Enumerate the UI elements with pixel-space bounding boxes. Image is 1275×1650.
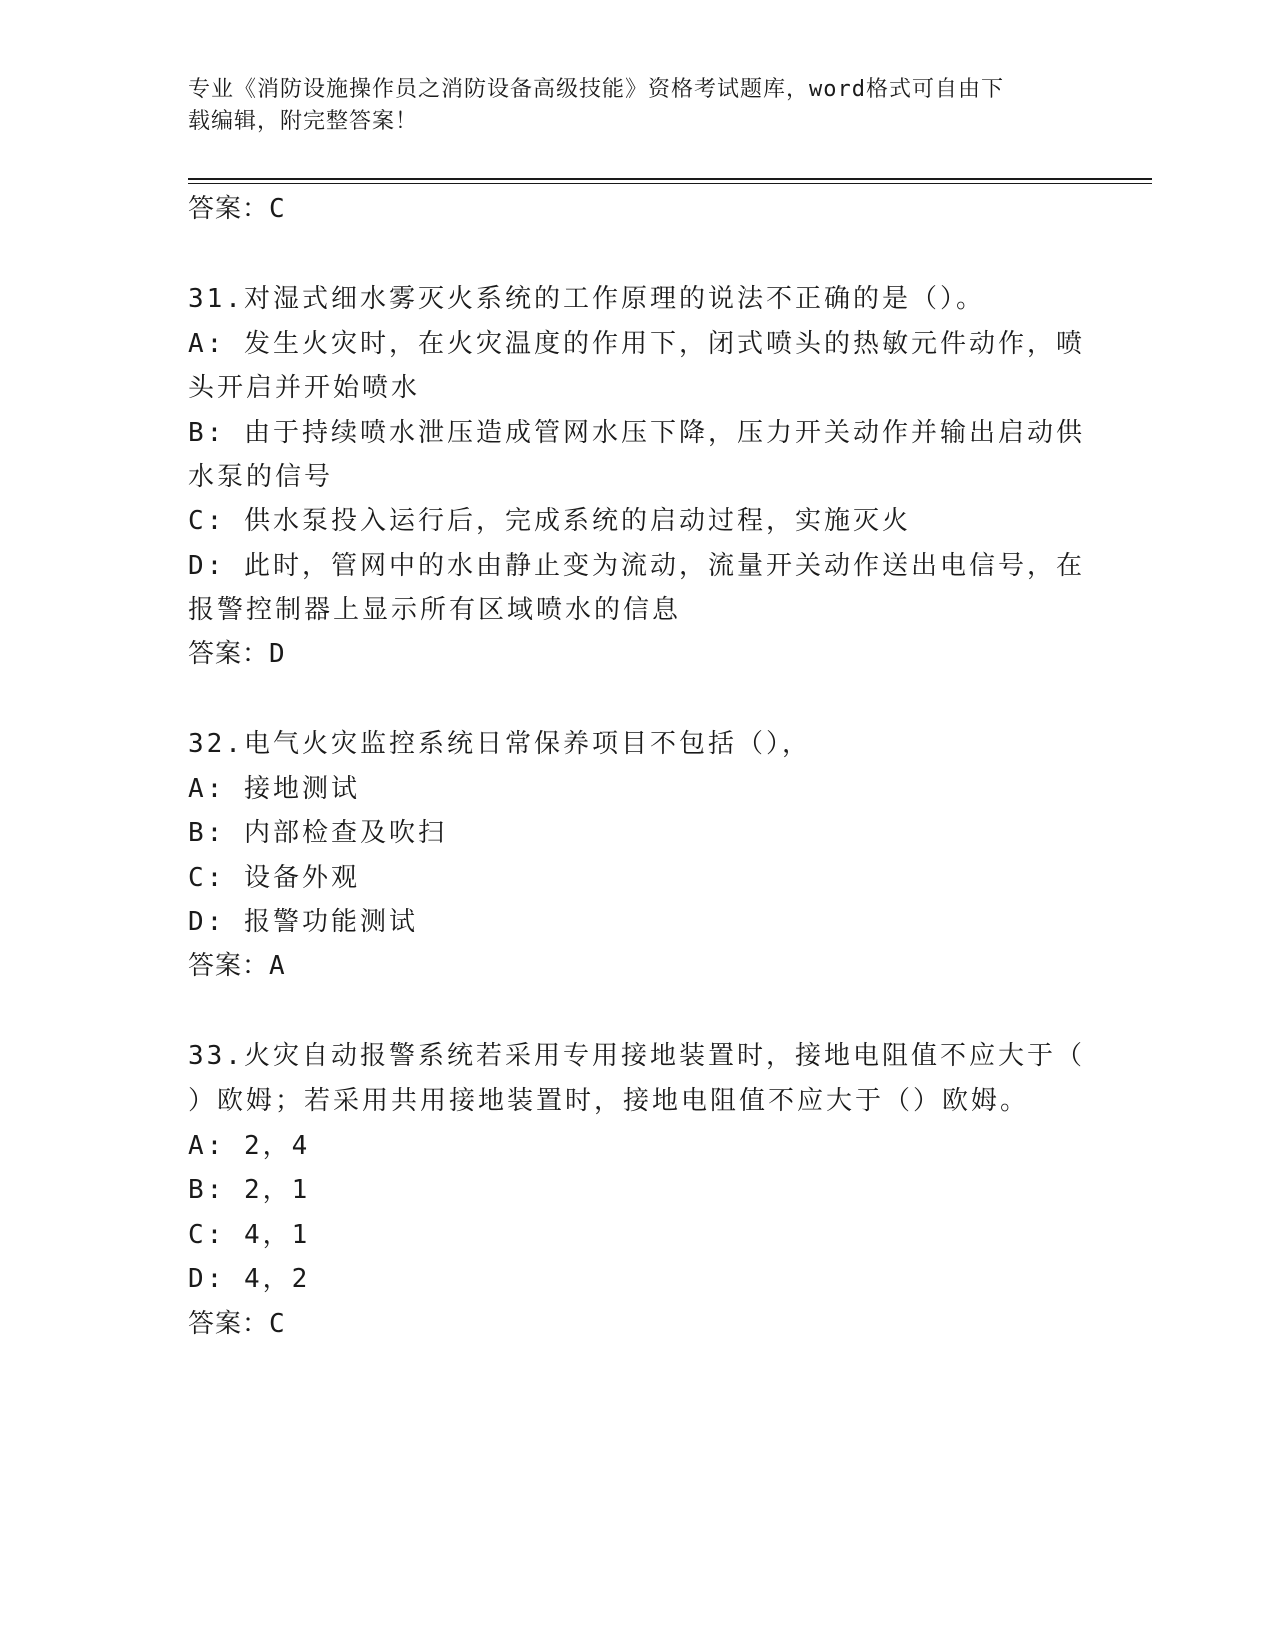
question-33-stem-line-2: ）欧姆；若采用共用接地装置时，接地电阻值不应大于（）欧姆。 bbox=[188, 1086, 1030, 1116]
question-31-answer: 答案：D bbox=[188, 639, 286, 669]
question-31-option-d-line-1: D: 此时，管网中的水由静止变为流动，流量开关动作送出电信号，在 bbox=[188, 551, 1085, 581]
question-32-stem: 32.电气火灾监控系统日常保养项目不包括（）， bbox=[188, 729, 811, 759]
question-33-option-d: D: 4，2 bbox=[188, 1264, 311, 1294]
question-32-option-d: D: 报警功能测试 bbox=[188, 907, 418, 937]
question-31-option-b-line-1: B: 由于持续喷水泄压造成管网水压下降，压力开关动作并输出启动供 bbox=[188, 418, 1085, 448]
question-31-option-a-line-1: A: 发生火灾时，在火灾温度的作用下，闭式喷头的热敏元件动作，喷 bbox=[188, 329, 1085, 359]
question-33-option-a: A: 2，4 bbox=[188, 1131, 311, 1161]
previous-answer: 答案：C bbox=[188, 194, 286, 224]
question-32-option-c: C: 设备外观 bbox=[188, 863, 360, 893]
question-31-option-b-line-2: 水泵的信号 bbox=[188, 462, 334, 492]
question-32-option-a: A: 接地测试 bbox=[188, 774, 360, 804]
header-rule-thick bbox=[188, 178, 1152, 180]
question-33-stem-line-1: 33.火灾自动报警系统若采用专用接地装置时，接地电阻值不应大于（ bbox=[188, 1041, 1085, 1071]
question-33-option-b: B: 2，1 bbox=[188, 1175, 311, 1205]
question-32-option-b: B: 内部检查及吹扫 bbox=[188, 818, 447, 848]
question-33-option-c: C: 4，1 bbox=[188, 1220, 311, 1250]
question-31-option-a-line-2: 头开启并开始喷水 bbox=[188, 373, 421, 403]
header-rule-thin bbox=[188, 183, 1152, 184]
header-line-2: 载编辑，附完整答案！ bbox=[188, 109, 419, 134]
header-line-1: 专业《消防设施操作员之消防设备高级技能》资格考试题库，word格式可自由下 bbox=[188, 77, 1004, 102]
question-31-option-d-line-2: 报警控制器上显示所有区域喷水的信息 bbox=[188, 595, 682, 625]
document-header bbox=[188, 74, 1068, 138]
question-31-option-c: C: 供水泵投入运行后，完成系统的启动过程，实施灭火 bbox=[188, 506, 911, 536]
question-31-stem: 31.对湿式细水雾灭火系统的工作原理的说法不正确的是（）。 bbox=[188, 284, 985, 314]
question-32-answer: 答案：A bbox=[188, 951, 286, 981]
question-33-answer: 答案：C bbox=[188, 1309, 286, 1339]
